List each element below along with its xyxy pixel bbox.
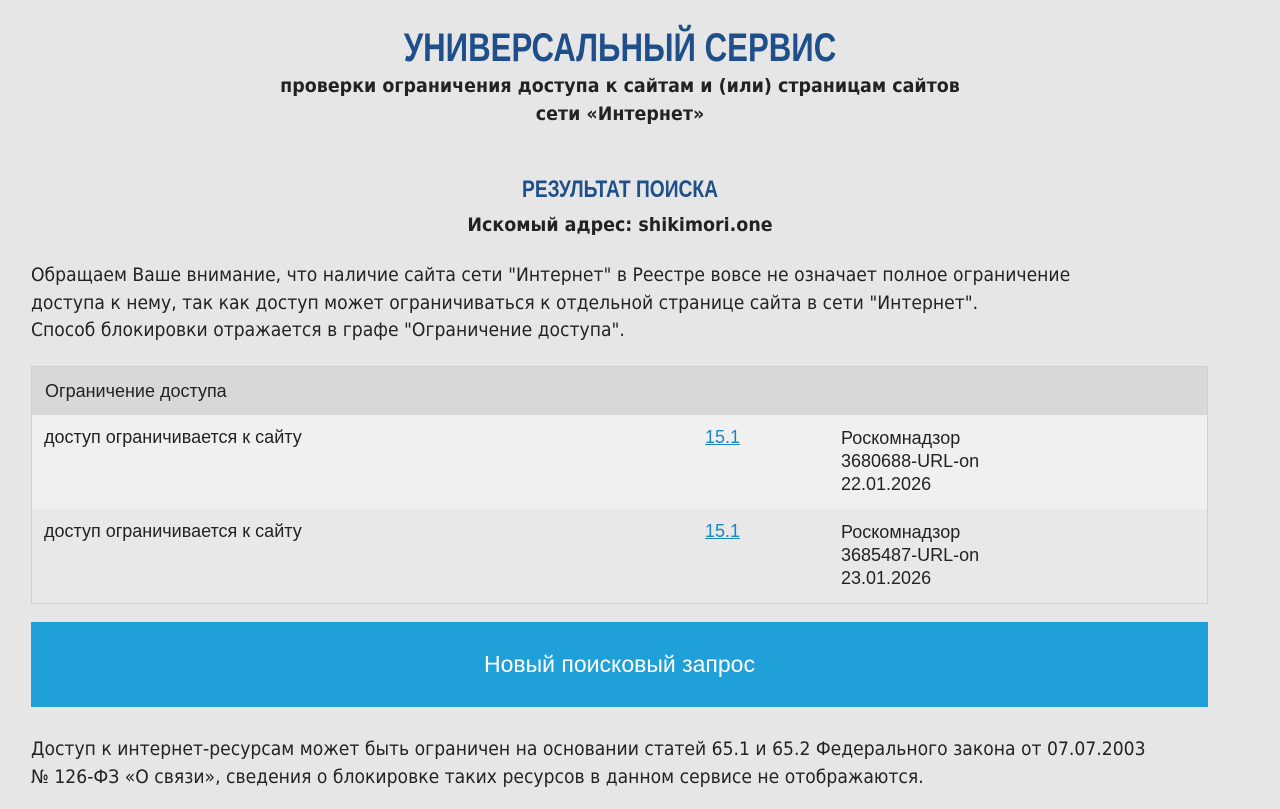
article-link[interactable]: 15.1	[705, 427, 741, 447]
notice-line: Способ блокировки отражается в графе "Ограничение доступа".	[31, 320, 625, 341]
decision-info	[841, 521, 979, 590]
table-header: Ограничение доступа	[32, 367, 1207, 415]
decision-number: 3685487-URL-on	[841, 545, 980, 565]
decision-number: 3680688-URL-on	[841, 451, 980, 471]
notice-text	[31, 262, 1147, 345]
page-title: УНИВЕРСАЛЬНЫЙ СЕРВИС	[403, 26, 837, 70]
footer-line: Доступ к интернет-ресурсам может быть ограничен на основании статей 65.1 и 65.2 Федерального закона от 07.07.2003	[31, 739, 1146, 760]
decision-date: 22.01.2026	[841, 474, 932, 494]
footer-line: № 126-ФЗ «О связи», сведения о блокировке таких ресурсов в данном сервисе не отображаются.	[31, 766, 924, 788]
authority: Роскомнадзор	[841, 428, 961, 448]
new-search-button[interactable]: Новый поисковый запрос	[31, 622, 1208, 707]
searched-address: Искомый адрес: shikimori.one	[467, 214, 773, 236]
article-link[interactable]: 15.1	[705, 521, 741, 541]
footer-text	[31, 736, 1147, 791]
table-row	[32, 415, 1207, 509]
page-subtitle: проверки ограничения доступа к сайтам и (или) страницам сайтов	[280, 75, 960, 97]
authority: Роскомнадзор	[841, 522, 961, 542]
notice-line: Обращаем Ваше внимание, что наличие сайта сети "Интернет" в Реестре вовсе не означает полное ограничение	[31, 265, 1071, 286]
notice-line: доступа к нему, так как доступ может ограничиваться к отдельной странице сайта в сети "Интернет".	[31, 292, 979, 314]
result-heading: РЕЗУЛЬТАТ ПОИСКА	[522, 176, 718, 203]
decision-date: 23.01.2026	[841, 568, 932, 588]
restriction-type: доступ ограничивается к сайту	[44, 427, 302, 447]
results-table	[31, 366, 1208, 604]
decision-info	[841, 427, 979, 496]
restriction-type: доступ ограничивается к сайту	[44, 521, 302, 541]
table-row	[32, 509, 1207, 603]
page-subtitle-2: сети «Интернет»	[535, 103, 705, 125]
